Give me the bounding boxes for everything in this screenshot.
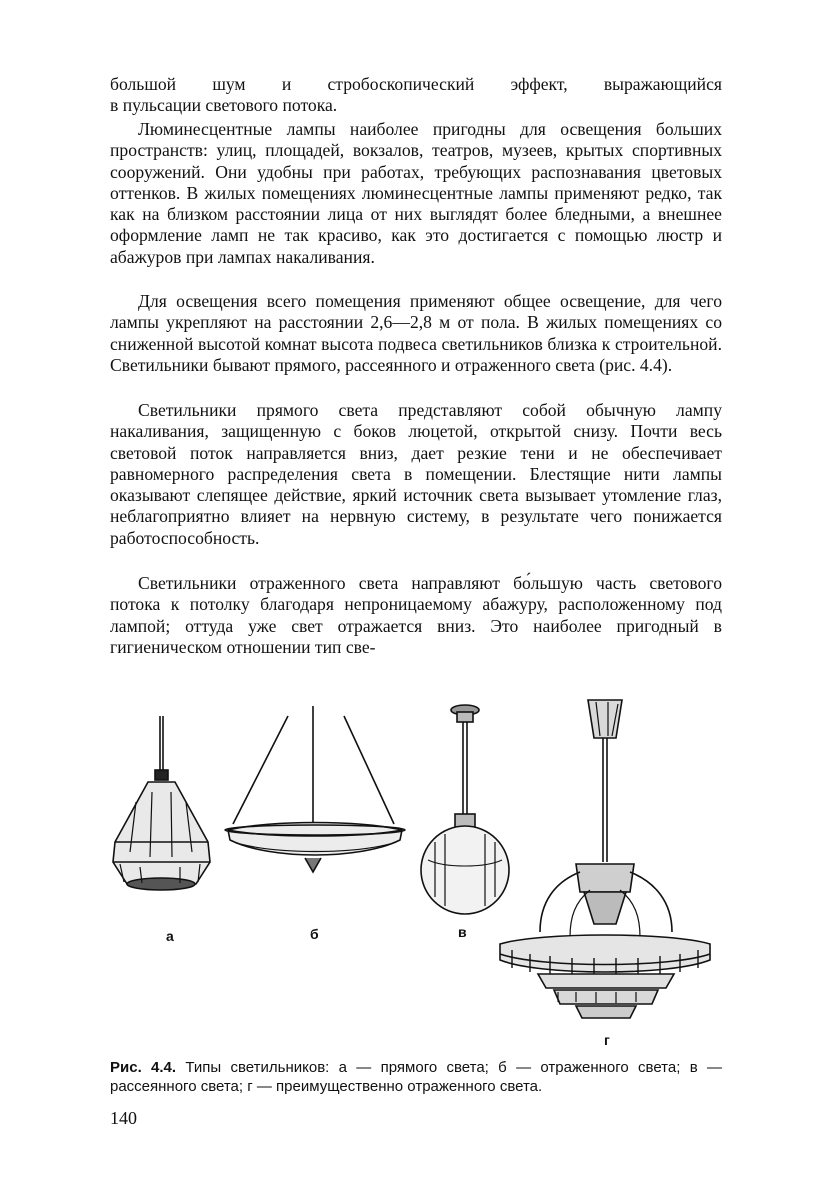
- figure-label-b: б: [310, 926, 319, 942]
- luminaire-a-drawing: [113, 716, 210, 890]
- figure-label-v: в: [458, 924, 467, 940]
- paragraph-4-block: [110, 400, 722, 549]
- paragraph-1-line-1: большой шум и стробоскопический эффект, выражающийся: [110, 74, 722, 94]
- paragraph-3-block: [110, 291, 722, 376]
- caption-text: Типы светильников: а — прямого света; б — отраженного света; в — рассеянного света; г — преимущественно отраженного света.: [110, 1059, 722, 1095]
- paragraph-5: Светильники отраженного света направляют бо́льшую часть светового потока к потолку благодаря непроницаемому абажуру, расположенному под лампой; оттуда уже свет отражается вниз. Это наиболее пригодный в гигиеническом отношении тип све-: [110, 573, 722, 657]
- page-number: 140: [110, 1108, 137, 1128]
- caption-lead: Рис. 4.4.: [110, 1059, 177, 1076]
- paragraph-2-block: [110, 119, 722, 268]
- figure-label-a: а: [166, 928, 174, 944]
- figure-luminaires: [100, 692, 740, 1052]
- body-text: [110, 74, 722, 117]
- luminaires-illustration: [100, 692, 740, 1052]
- paragraph-4: Светильники прямого света представляют собой обычную лампу накаливания, защищенную с боков люцетой, открытой снизу. Почти весь световой поток направляется вниз, дает резкие тени и не обеспечивает равномерного распределения света в помещении. Блестящие нити лампы оказывают слепящее действие, яркий источник света вызывает утомление глаз, неблагоприятно влияет на нервную систему, в результате чего понижается работоспособность.: [110, 400, 722, 548]
- figure-caption: [110, 1058, 722, 1096]
- paragraph-3: Для освещения всего помещения применяют общее освещение, для чего лампы укрепляют на расстоянии 2,6—2,8 м от пола. В жилых помещениях со сниженной высотой комнат высота подвеса светильников близка к строительной. Светильники бывают прямого, рассеянного и отраженного света (рис. 4.4).: [110, 291, 722, 375]
- paragraph-1-line-2: в пульсации светового потока.: [110, 95, 338, 116]
- luminaire-g-drawing: [500, 700, 710, 1018]
- luminaire-v-drawing: [421, 705, 509, 914]
- paragraph-2: Люминесцентные лампы наиболее пригодны для освещения больших пространств: улиц, площадей, вокзалов, театров, музеев, крытых спортивных сооружений. Они удобны при работах, требующих распознавания цветовых оттенков. В жилых помещениях люминесцентные лампы применяют редко, так как на близком расстоянии лица от них выглядят более бледными, а внешнее оформление ламп не так красиво, как это достигается с помощью люстр и абажуров при лампах накаливания.: [110, 119, 722, 267]
- luminaire-b-drawing: [225, 706, 405, 872]
- figure-label-g: г: [604, 1032, 610, 1048]
- paragraph-5-block: [110, 573, 722, 658]
